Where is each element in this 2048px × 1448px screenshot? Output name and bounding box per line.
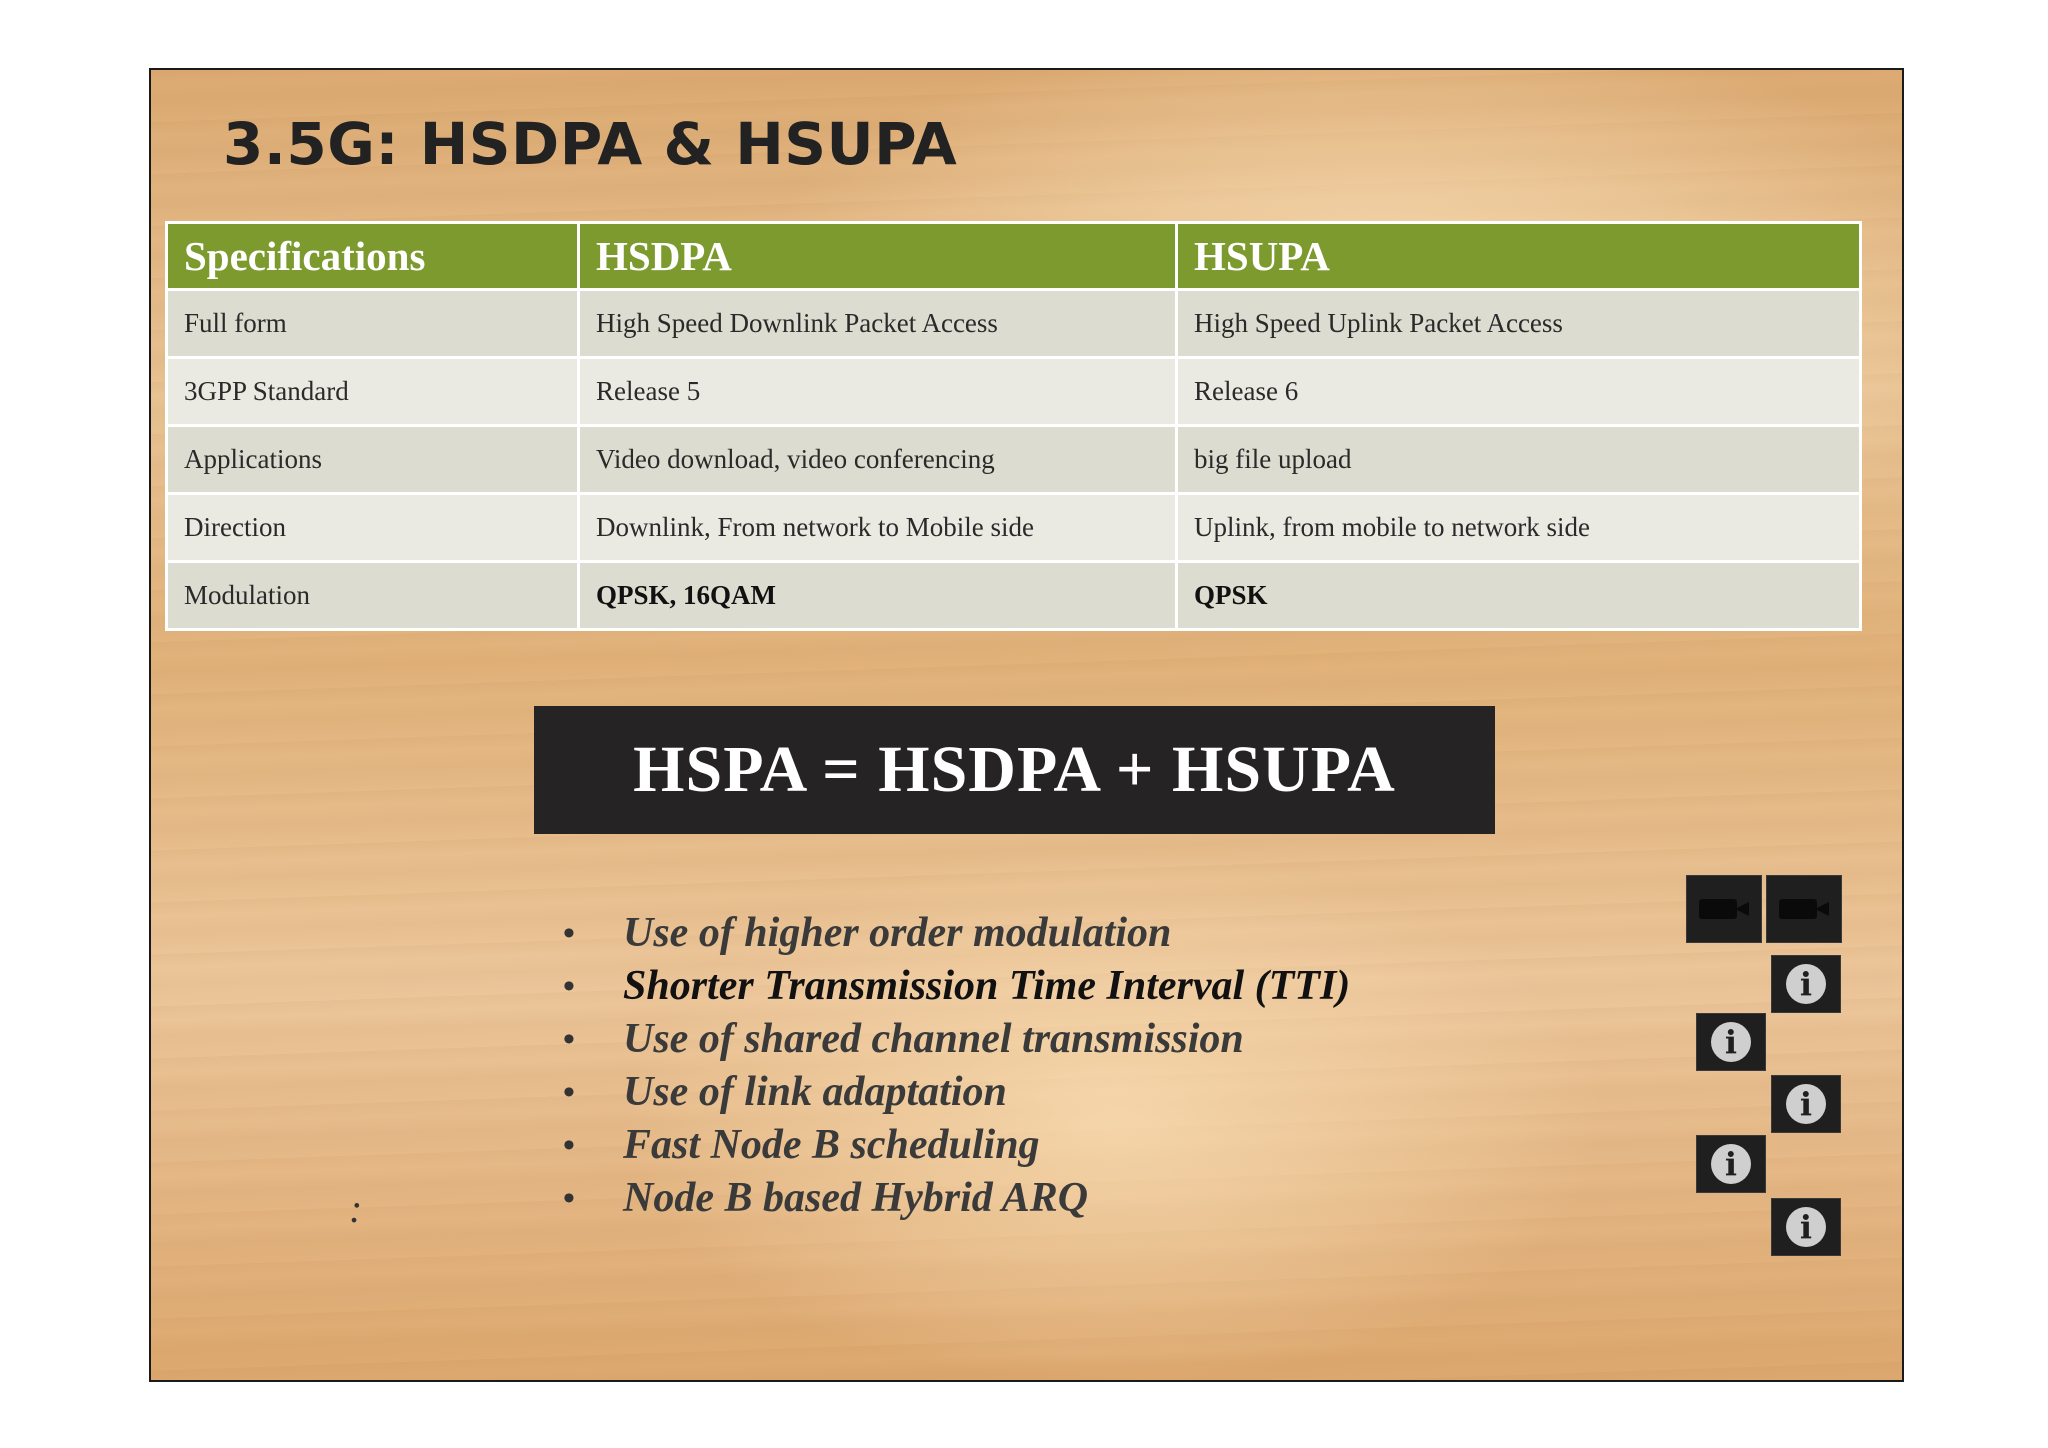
table-header-cell: Specifications — [167, 223, 579, 290]
info-icon[interactable] — [1771, 1075, 1841, 1133]
table-cell: Release 5 — [579, 358, 1177, 426]
table-cell: Full form — [167, 290, 579, 358]
list-item — [563, 1066, 1350, 1119]
list-item-text: Shorter Transmission Time Interval (TTI) — [623, 963, 1351, 1009]
table-cell: High Speed Uplink Packet Access — [1177, 290, 1861, 358]
table-row — [167, 426, 1861, 494]
bullet-icon: • — [563, 915, 575, 952]
info-glyph: i — [1786, 1207, 1826, 1247]
bullet-icon: • — [563, 1180, 575, 1217]
camera-glyph — [1779, 898, 1829, 920]
table-row — [167, 562, 1861, 630]
video-camera-icon[interactable] — [1766, 875, 1842, 943]
table-cell: Uplink, from mobile to network side — [1177, 494, 1861, 562]
list-item — [563, 1172, 1350, 1225]
list-item — [563, 907, 1350, 960]
table-cell: Applications — [167, 426, 579, 494]
info-icon[interactable] — [1696, 1135, 1766, 1193]
bullet-icon: • — [563, 1021, 575, 1058]
table-row — [167, 494, 1861, 562]
table-row — [167, 290, 1861, 358]
comparison-table — [165, 221, 1862, 631]
list-item — [563, 1119, 1350, 1172]
stray-colon-mark: : — [349, 1186, 363, 1231]
list-item-text: Node B based Hybrid ARQ — [623, 1175, 1089, 1221]
table-header-row — [167, 223, 1861, 290]
feature-list — [563, 907, 1350, 1225]
list-item-text: Fast Node B scheduling — [623, 1122, 1040, 1168]
slide-title: 3.5G: HSDPA & HSUPA — [223, 110, 958, 178]
list-item-text: Use of higher order modulation — [623, 910, 1172, 956]
camera-glyph — [1699, 898, 1749, 920]
list-item-text: Use of link adaptation — [623, 1069, 1007, 1115]
info-icon[interactable] — [1771, 1198, 1841, 1256]
table-header-cell: HSUPA — [1177, 223, 1861, 290]
info-glyph: i — [1786, 964, 1826, 1004]
table-cell: QPSK — [1177, 562, 1861, 630]
video-camera-icon[interactable] — [1686, 875, 1762, 943]
table-cell: big file upload — [1177, 426, 1861, 494]
table-cell: 3GPP Standard — [167, 358, 579, 426]
info-icon[interactable] — [1771, 955, 1841, 1013]
table-cell: High Speed Downlink Packet Access — [579, 290, 1177, 358]
table-cell: Video download, video conferencing — [579, 426, 1177, 494]
slide — [149, 68, 1904, 1382]
table-row — [167, 358, 1861, 426]
hspa-equation-banner: HSPA = HSDPA + HSUPA — [534, 706, 1495, 834]
table-header-cell: HSDPA — [579, 223, 1177, 290]
list-item — [563, 960, 1350, 1013]
table-cell: Direction — [167, 494, 579, 562]
table-cell: Release 6 — [1177, 358, 1861, 426]
table-cell: QPSK, 16QAM — [579, 562, 1177, 630]
table-cell: Downlink, From network to Mobile side — [579, 494, 1177, 562]
table-cell: Modulation — [167, 562, 579, 630]
list-item-text: Use of shared channel transmission — [623, 1016, 1244, 1062]
info-glyph: i — [1711, 1144, 1751, 1184]
bullet-icon: • — [563, 968, 575, 1005]
info-glyph: i — [1786, 1084, 1826, 1124]
info-glyph: i — [1711, 1022, 1751, 1062]
bullet-icon: • — [563, 1127, 575, 1164]
info-icon[interactable] — [1696, 1013, 1766, 1071]
bullet-icon: • — [563, 1074, 575, 1111]
list-item — [563, 1013, 1350, 1066]
